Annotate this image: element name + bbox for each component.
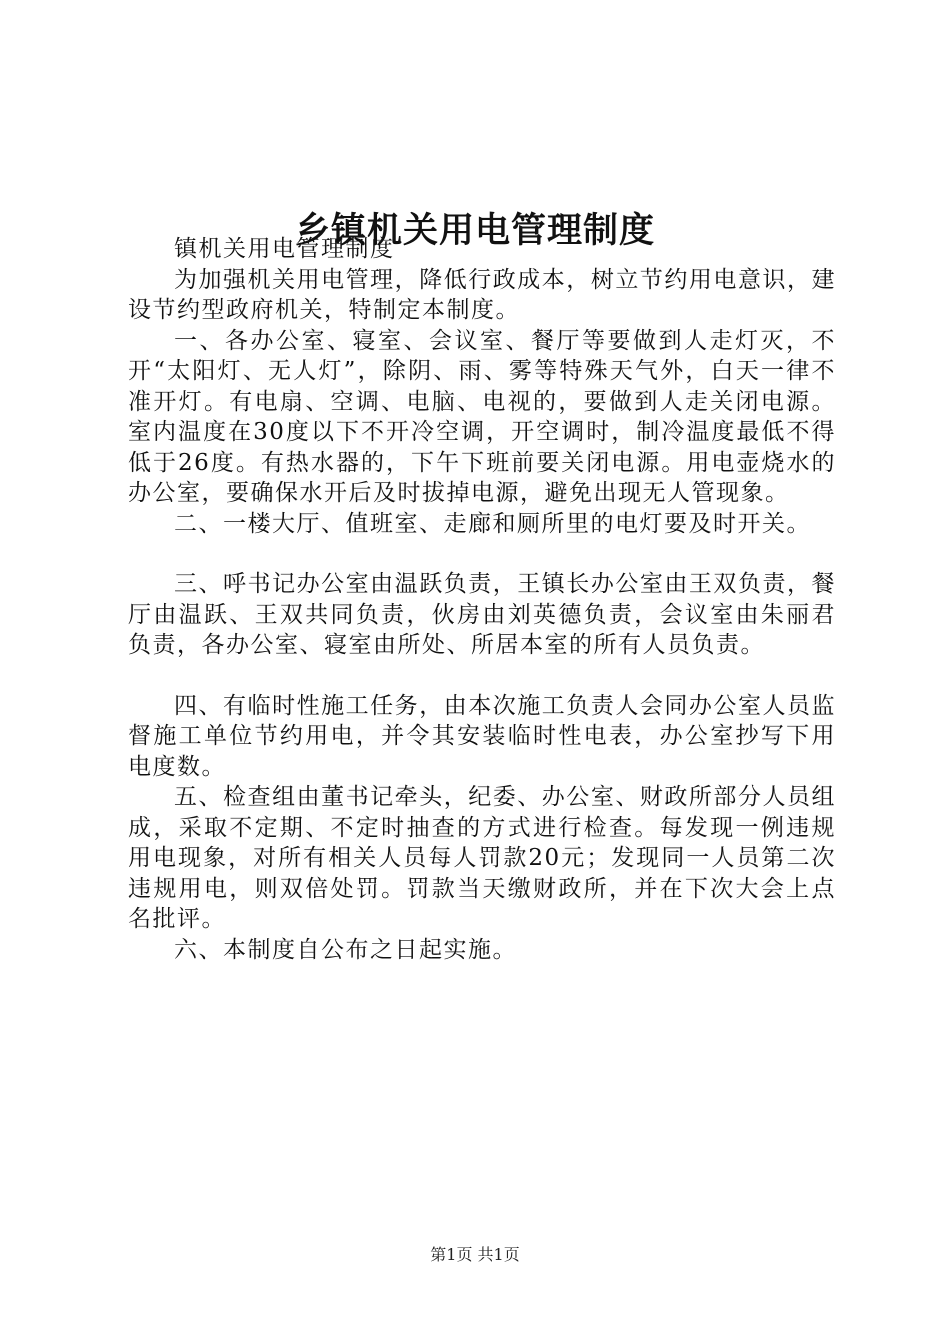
page-number-footer: 第1页 共1页 <box>430 1245 520 1264</box>
document-title: 乡镇机关用电管理制度 <box>294 210 655 252</box>
rule-paragraph-5: 五、检查组由董书记牵头，纪委、办公室、财政所部分人员组成，采取不定期、不定时抽查的方式进行检查。每发现一例违规用电现象，对所有相关人员每人罚款20元；发现同一人员第二次违规用电，则双倍处罚。罚款当天缴财政所，并在下次大会上点名批评。 <box>128 784 836 932</box>
document-body <box>128 234 836 965</box>
subtitle-paragraph: 镇机关用电管理制度 <box>174 236 395 262</box>
rule-paragraph-3: 三、呼书记办公室由温跃负责，王镇长办公室由王双负责，餐厅由温跃、王双共同负责，伙房由刘英德负责，会议室由朱丽君负责，各办公室、寝室由所处、所居本室的所有人员负责。 <box>128 571 836 658</box>
rule-paragraph-4: 四、有临时性施工任务，由本次施工负责人会同办公室人员监督施工单位节约用电，并令其安装临时性电表，办公室抄写下用电度数。 <box>128 692 836 780</box>
intro-paragraph: 为加强机关用电管理，降低行政成本，树立节约用电意识，建设节约型政府机关，特制定本制度。 <box>128 266 836 323</box>
rule-paragraph-2: 二、一楼大厅、值班室、走廊和厕所里的电灯要及时开关。 <box>174 510 811 537</box>
rule-paragraph-1: 一、各办公室、寝室、会议室、餐厅等要做到人走灯灭，不开“太阳灯、无人灯”，除阴、雨、雾等特殊天气外，白天一律不准开灯。有电扇、空调、电脑、电视的，要做到人走关闭电源。室内温度在30度以下不开冷空调，开空调时，制冷温度最低不得低于26度。有热水器的，下午下班前要关闭电源。用电壶烧水的办公室，要确保水开后及时拔掉电源，避免出现无人管现象。 <box>128 327 836 506</box>
rule-paragraph-6: 六、本制度自公布之日起实施。 <box>174 936 517 963</box>
